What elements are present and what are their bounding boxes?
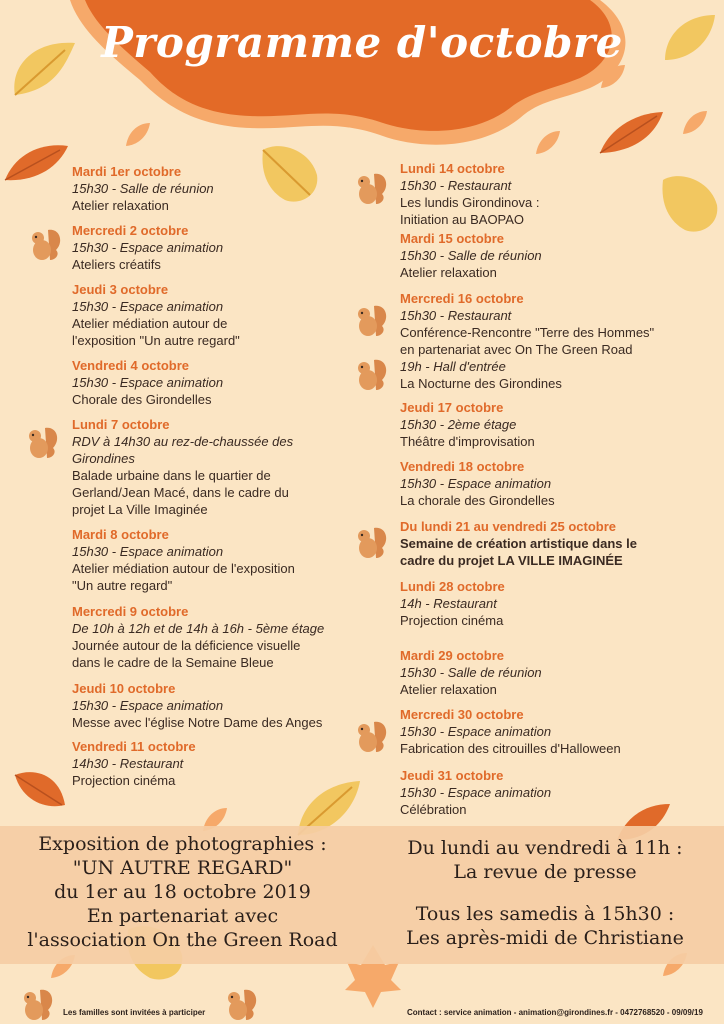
squirrel-icon bbox=[26, 224, 66, 264]
event-date: Mardi 15 octobre bbox=[400, 231, 505, 246]
event-description: Atelier relaxation bbox=[400, 682, 497, 697]
leaf-icon bbox=[0, 140, 70, 185]
event-item bbox=[72, 680, 372, 731]
event-description: Projection cinéma bbox=[400, 613, 504, 628]
event-date: Mercredi 2 octobre bbox=[72, 223, 189, 238]
exposition-line: Exposition de photographies : bbox=[38, 833, 327, 855]
event-date: Mardi 29 octobre bbox=[400, 648, 505, 663]
event-time-place: 15h30 - Espace animation bbox=[72, 299, 224, 314]
event-time-place: RDV à 14h30 au rez-de-chaussée des bbox=[72, 434, 294, 449]
event-description: projet La Ville Imaginée bbox=[72, 502, 208, 517]
event-time-place: 15h30 - Restaurant bbox=[400, 178, 512, 193]
event-description: Célébration bbox=[400, 802, 467, 817]
leaf-icon bbox=[680, 108, 710, 138]
event-date: Vendredi 11 octobre bbox=[72, 739, 196, 754]
event-description: en partenariat avec On The Green Road bbox=[400, 342, 633, 357]
leaf-icon bbox=[5, 35, 85, 105]
event-date: Mercredi 16 octobre bbox=[400, 291, 524, 306]
event-description: Atelier médiation autour de l'exposition bbox=[72, 561, 295, 576]
event-time-place: 15h30 - Espace animation bbox=[72, 544, 224, 559]
event-time-place: 15h30 - Espace animation bbox=[72, 698, 224, 713]
weekly-line: Du lundi au vendredi à 11h : bbox=[407, 837, 683, 859]
event-item bbox=[400, 647, 700, 698]
event-time-place: 15h30 - Espace animation bbox=[400, 785, 552, 800]
footer-contact: Contact : service animation - animation@girondines.fr - 0472768520 - 09/09/19 bbox=[407, 1008, 703, 1017]
event-item bbox=[72, 222, 372, 273]
event-description: dans le cadre de la Semaine Bleue bbox=[72, 655, 274, 670]
event-description: Messe avec l'église Notre Dame des Anges bbox=[72, 715, 323, 730]
event-date: Vendredi 18 octobre bbox=[400, 459, 525, 474]
event-description: Initiation au BAOPAO bbox=[400, 212, 525, 227]
weekly-line: Tous les samedis à 15h30 : bbox=[415, 903, 675, 925]
event-date: Mardi 8 octobre bbox=[72, 527, 169, 542]
event-item bbox=[400, 230, 700, 281]
event-time-place: 14h30 - Restaurant bbox=[72, 756, 184, 771]
event-date: Vendredi 4 octobre bbox=[72, 358, 190, 373]
event-item bbox=[400, 767, 700, 818]
event-description: Ateliers créatifs bbox=[72, 257, 161, 272]
event-item bbox=[72, 357, 372, 408]
weekly-line: Les après-midi de Christiane bbox=[406, 927, 684, 949]
event-item bbox=[400, 290, 700, 392]
event-time-place: 15h30 - Espace animation bbox=[400, 724, 552, 739]
event-item bbox=[400, 458, 700, 509]
event-description: Fabrication des citrouilles d'Halloween bbox=[400, 741, 621, 756]
event-date: Jeudi 10 octobre bbox=[72, 681, 176, 696]
page-title: Programme d'octobre bbox=[101, 18, 623, 67]
leaf-icon bbox=[533, 128, 563, 158]
event-description: Balade urbaine dans le quartier de bbox=[72, 468, 271, 483]
event-item bbox=[400, 578, 700, 629]
squirrel-icon bbox=[352, 522, 392, 562]
exposition-line: l'association On the Green Road bbox=[27, 929, 338, 951]
exposition-block bbox=[0, 832, 365, 952]
event-description: Projection cinéma bbox=[72, 773, 176, 788]
event-time-place: De 10h à 12h et de 14h à 16h - 5ème étage bbox=[72, 621, 325, 636]
event-description: La chorale des Girondelles bbox=[400, 493, 555, 508]
event-date: Lundi 14 octobre bbox=[400, 161, 505, 176]
leaf-icon bbox=[595, 108, 665, 158]
event-time-place: 15h30 - Espace animation bbox=[72, 375, 224, 390]
event-time-place: 15h30 - Restaurant bbox=[400, 308, 512, 323]
event-description: Les lundis Girondinova : bbox=[400, 195, 540, 210]
event-date: Jeudi 3 octobre bbox=[72, 282, 169, 297]
event-description: Gerland/Jean Macé, dans le cadre du bbox=[72, 485, 289, 500]
event-description: La Nocturne des Girondines bbox=[400, 376, 562, 391]
event-date: Jeudi 17 octobre bbox=[400, 400, 504, 415]
event-time-place: 15h30 - Salle de réunion bbox=[72, 181, 214, 196]
weekly-block bbox=[375, 836, 715, 950]
exposition-line: "UN AUTRE REGARD" bbox=[72, 857, 293, 879]
event-time-place: 15h30 - Espace animation bbox=[400, 476, 552, 491]
event-item bbox=[72, 163, 372, 214]
event-description: Théâtre d'improvisation bbox=[400, 434, 535, 449]
squirrel-icon bbox=[352, 168, 392, 208]
event-time-place: 14h - Restaurant bbox=[400, 596, 497, 611]
squirrel-icon bbox=[352, 716, 392, 756]
squirrel-icon bbox=[23, 422, 63, 462]
event-description: Atelier relaxation bbox=[400, 265, 497, 280]
event-item bbox=[400, 399, 700, 450]
leaf-icon bbox=[598, 62, 628, 92]
event-time-place: Girondines bbox=[72, 451, 135, 466]
event-date: Jeudi 31 octobre bbox=[400, 768, 504, 783]
event-item bbox=[72, 416, 372, 518]
event-item bbox=[400, 518, 700, 569]
event-item bbox=[72, 526, 372, 594]
event-item bbox=[72, 281, 372, 349]
leaf-icon bbox=[10, 765, 70, 815]
event-description: Journée autour de la déficience visuelle bbox=[72, 638, 301, 653]
event-description: Conférence-Rencontre "Terre des Hommes" bbox=[400, 325, 655, 340]
event-description: "Un autre regard" bbox=[72, 578, 173, 593]
event-time-place: 15h30 - Salle de réunion bbox=[400, 248, 542, 263]
footer-note: Les familles sont invitées à participer bbox=[63, 1008, 206, 1017]
exposition-line: En partenariat avec bbox=[86, 905, 279, 927]
squirrel-icon bbox=[222, 984, 262, 1024]
event-description: Atelier médiation autour de bbox=[72, 316, 228, 331]
event-description: Chorale des Girondelles bbox=[72, 392, 212, 407]
event-item bbox=[72, 603, 372, 671]
event-time-place: 19h - Hall d'entrée bbox=[400, 359, 506, 374]
event-date: Mardi 1er octobre bbox=[72, 164, 182, 179]
event-item bbox=[400, 706, 700, 757]
squirrel-icon bbox=[352, 354, 392, 394]
event-time-place: 15h30 - Salle de réunion bbox=[400, 665, 542, 680]
event-time-place: 15h30 - 2ème étage bbox=[400, 417, 517, 432]
event-time-place: 15h30 - Espace animation bbox=[72, 240, 224, 255]
event-date: Lundi 7 octobre bbox=[72, 417, 170, 432]
squirrel-icon bbox=[352, 300, 392, 340]
event-date: Mercredi 30 octobre bbox=[400, 707, 524, 722]
leaf-icon bbox=[123, 120, 153, 150]
squirrel-icon bbox=[18, 984, 58, 1024]
event-description: Semaine de création artistique dans le bbox=[400, 536, 637, 551]
event-item bbox=[400, 160, 700, 228]
event-description: l'exposition "Un autre regard" bbox=[72, 333, 240, 348]
event-date: Lundi 28 octobre bbox=[400, 579, 505, 594]
event-item bbox=[72, 738, 372, 789]
event-description: Atelier relaxation bbox=[72, 198, 169, 213]
weekly-line: La revue de presse bbox=[453, 861, 637, 883]
event-date: Mercredi 9 octobre bbox=[72, 604, 189, 619]
event-date: Du lundi 21 au vendredi 25 octobre bbox=[400, 519, 616, 534]
exposition-line: du 1er au 18 octobre 2019 bbox=[54, 881, 311, 903]
event-description: cadre du projet LA VILLE IMAGINÉE bbox=[400, 553, 623, 568]
leaf-icon bbox=[660, 10, 720, 70]
